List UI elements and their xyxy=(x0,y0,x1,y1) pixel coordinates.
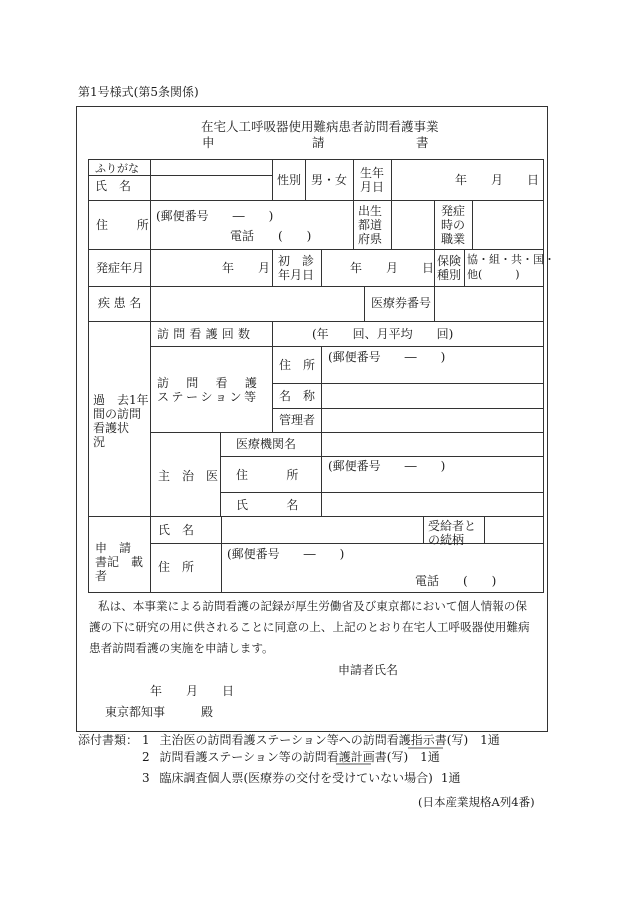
attachment-text: 訪問看護ステーション等の訪問看護 xyxy=(159,750,351,764)
attachment-num: 3 xyxy=(142,771,150,785)
occupation-label: 発症時の職業 xyxy=(441,204,466,246)
onset-label: 発症年月 xyxy=(96,261,145,275)
consent-line-1: 私は、本事業による訪問看護の記録が厚生労働省及び東京都において個人情報の保 xyxy=(98,599,527,613)
station-name-label: 名 称 xyxy=(279,389,316,403)
institution-label: 医療機関名 xyxy=(236,437,297,451)
applicant-section-label: 申 請 書記 載 者 xyxy=(95,541,156,583)
attachment-num: 1 xyxy=(142,733,150,747)
attachment-num: 2 xyxy=(142,750,150,764)
attachment-item xyxy=(142,751,440,763)
attachment-suffix: (写) 1通 xyxy=(386,750,440,764)
attachment-underlined: 計画書 xyxy=(350,750,387,764)
station-address-label: 住 所 xyxy=(279,358,316,372)
station-manager-label: 管理者 xyxy=(279,413,316,427)
applicant-address-label: 住 所 xyxy=(158,560,195,574)
insurance-label: 保険種別 xyxy=(437,254,462,282)
sex-label: 性別 xyxy=(277,173,302,187)
relation-label: 受給者との続柄 xyxy=(428,519,477,547)
doctor-address-label: 住 所 xyxy=(236,468,304,482)
consent-line-2: 護の下に研究の用に供されることに同意の上、上記のとおり在宅人工呼吸器使用難病 xyxy=(89,620,530,634)
applicant-postal[interactable]: (郵便番号 ― ) xyxy=(227,547,345,561)
doctor-name-label: 氏 名 xyxy=(236,498,304,512)
doctor-label: 主 治 医 xyxy=(158,469,219,483)
furigana-label: ふりがな xyxy=(95,162,139,175)
doctor-address-value[interactable]: (郵便番号 ― ) xyxy=(328,459,446,473)
birthplace-label: 出生都道府県 xyxy=(358,204,383,246)
insurance-options-2[interactable]: 他( ) xyxy=(467,268,520,281)
disease-label: 疾患名 xyxy=(98,296,145,310)
address-label: 住 所 xyxy=(96,218,158,232)
consent-line-3: 患者訪問看護の実施を申請します。 xyxy=(89,641,274,655)
birth-label: 生年月日 xyxy=(360,166,385,194)
attachment-item xyxy=(142,734,500,746)
visits-label: 訪問看護回数 xyxy=(157,327,255,341)
sex-options[interactable]: 男・女 xyxy=(311,173,348,187)
station-address-value[interactable]: (郵便番号 ― ) xyxy=(328,350,446,364)
title-char-1: 申 xyxy=(202,135,215,150)
insurance-options-1[interactable]: 協・組・共・国・ xyxy=(467,253,555,266)
onset-value[interactable]: 年 月 xyxy=(222,261,271,275)
form-number: 第1号様式(第5条関係) xyxy=(78,85,199,99)
attachment-underlined: 指示書 xyxy=(410,733,447,747)
attachment-text: 主治医の訪問看護ステーション等への訪問看護 xyxy=(159,733,411,747)
attachment-item xyxy=(142,772,460,784)
visits-value[interactable]: (年 回、月平均 回) xyxy=(312,327,454,341)
address-postal[interactable]: (郵便番号 ― ) xyxy=(156,209,274,223)
addressee: 東京都知事 殿 xyxy=(105,705,214,719)
attachment-text: 臨床調査個人票(医療券の交付を受けていない場合) xyxy=(159,771,433,785)
attachment-suffix: (写) 1通 xyxy=(446,733,500,747)
paper-size-note: (日本産業規格A列4番) xyxy=(418,795,535,809)
signature-label[interactable]: 申請者氏名 xyxy=(338,663,399,677)
attachment-suffix: 1通 xyxy=(440,771,461,785)
form-title: 在宅人工呼吸器使用難病患者訪問看護事業 xyxy=(201,119,439,134)
title-char-2: 請 xyxy=(312,135,325,150)
title-char-3: 書 xyxy=(416,135,429,150)
attachments-label: 添付書類： xyxy=(78,733,139,747)
applicant-name-label: 氏 名 xyxy=(158,523,195,537)
name-label: 氏 名 xyxy=(95,179,132,193)
consent-date[interactable]: 年 月 日 xyxy=(150,684,235,698)
history-section-label: 過 去1年間の訪問看護状 況 xyxy=(93,393,149,449)
cert-label: 医療券番号 xyxy=(371,296,432,310)
address-phone[interactable]: 電話 ( ) xyxy=(230,229,312,243)
applicant-phone[interactable]: 電話 ( ) xyxy=(415,574,497,588)
first-exam-label: 初 診年月日 xyxy=(278,254,315,282)
station-label: 訪 問 看 護ステーション等 xyxy=(157,376,260,404)
birth-value[interactable]: 年 月 日 xyxy=(455,173,540,187)
first-exam-value[interactable]: 年 月 日 xyxy=(350,261,435,275)
